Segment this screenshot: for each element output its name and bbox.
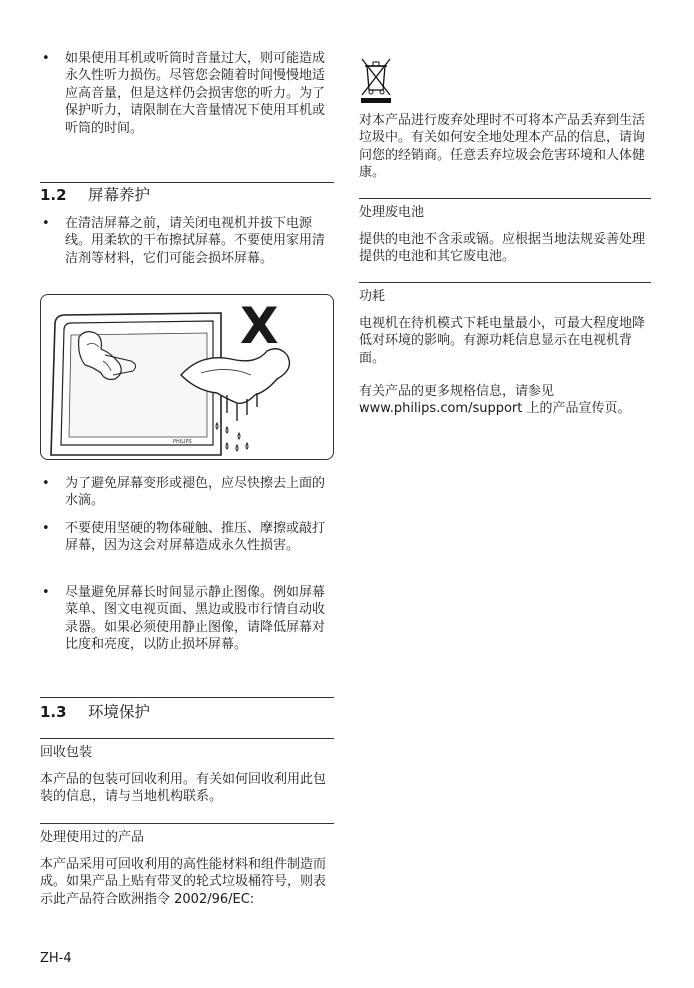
list-item	[40, 520, 334, 555]
section-divider	[40, 182, 334, 183]
power-consumption-text: 电视机在待机模式下耗电量最小，可最大程度地降低对环境的影响。有源功耗信息显示在电视机背面。	[359, 316, 646, 366]
battery-disposal-text: 提供的电池不含汞或镉。应根据当地法规妥善处理提供的电池和其它废电池。	[359, 232, 646, 265]
more-info-text: 有关产品的更多规格信息，请参见 www.philips.com/support 上的产品宣传页。	[359, 384, 631, 417]
section-divider	[40, 697, 334, 698]
weee-disposal-text: 对本产品进行废弃处理时不可将本产品丢弃到生活垃圾中。有关如何安全地处理本产品的信息，请询问您的经销商。任意丢弃垃圾会危害环境和人体健康。	[359, 113, 646, 181]
used-product-text: 本产品采用可回收利用的高性能材料和组件制造而成。如果产品上贴有带叉的轮式垃圾桶符号，则表示此产品符合欧洲指令 2002/96/EC:	[40, 857, 327, 907]
list-item	[40, 215, 334, 267]
bullet-static-image-text: 尽量避免屏幕长时间显示静止图像。例如屏幕菜单、图文电视页面、黑边或股市行情自动收录器。如果必须使用静止图像，请降低屏幕对比度和亮度，以防止损坏屏幕。	[65, 585, 326, 653]
recycle-packaging-text: 本产品的包装可回收利用。有关如何回收利用此包装的信息，请与当地机构联系。	[40, 772, 327, 805]
bullet-clean-text: 在清洁屏幕之前，请关闭电视机并拔下电源线。用柔软的干布擦拭屏幕。不要使用家用清洁剂等材料，它们可能会损坏屏幕。	[65, 216, 326, 266]
bullet-hearing-text: 如果使用耳机或听筒时音量过大，则可能造成永久性听力损伤。尽管您会随着时间慢慢地适应高音量，但是这样仍会损害您的听力。为了保护听力，请限制在大音量情况下使用耳机或听筒的时间。	[65, 51, 326, 136]
section-title: 环境保护	[88, 703, 151, 721]
tv-wipe-drawing	[41, 295, 333, 459]
subheading-recycle-packaging: 回收包装	[40, 745, 93, 760]
section-heading-environment	[40, 702, 150, 722]
bullet-dot: •	[42, 216, 50, 231]
prohibited-x-icon: X	[240, 297, 279, 355]
bullet-hard-objects-text: 不要使用坚硬的物体碰触、推压、摩擦或敲打屏幕，因为这会对屏幕造成永久性损害。	[65, 521, 326, 554]
bullet-dot: •	[42, 476, 50, 491]
page-number: ZH-4	[40, 951, 72, 966]
section-heading-screen-care	[40, 185, 150, 205]
list-item	[40, 584, 334, 654]
crossed-wheelie-bin-icon	[359, 56, 393, 104]
section-number: 1.3	[40, 703, 67, 721]
list-item	[40, 50, 334, 137]
list-item	[40, 475, 334, 510]
subheading-used-product: 处理使用过的产品	[40, 830, 145, 845]
section-title: 屏幕养护	[88, 186, 151, 204]
subheading-battery-disposal: 处理废电池	[359, 205, 425, 220]
tv-brand-label: PHILIPS	[173, 439, 192, 445]
bullet-dot: •	[42, 585, 50, 600]
subsection-divider	[359, 198, 651, 199]
screen-cleaning-illustration	[40, 294, 334, 460]
subsection-divider	[40, 823, 334, 824]
bullet-water-text: 为了避免屏幕变形或褪色，应尽快擦去上面的水滴。	[65, 476, 326, 509]
subsection-divider	[40, 738, 334, 739]
subsection-divider	[359, 282, 651, 283]
section-number: 1.2	[40, 186, 67, 204]
subheading-power-consumption: 功耗	[359, 289, 386, 304]
bullet-dot: •	[42, 521, 50, 536]
bullet-dot: •	[42, 51, 50, 66]
